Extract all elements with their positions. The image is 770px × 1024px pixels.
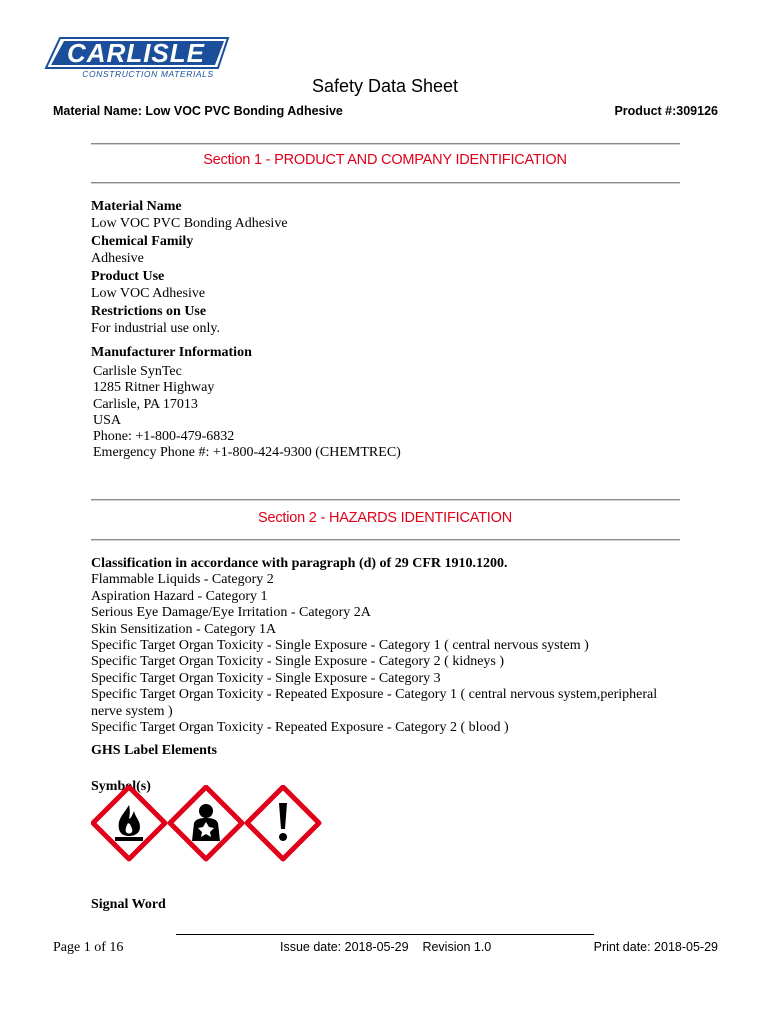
header-material-name: Material Name: Low VOC PVC Bonding Adhesive: [53, 104, 343, 118]
signal-word-heading: Signal Word: [91, 897, 166, 912]
manufacturer-label: Manufacturer Information: [91, 345, 252, 360]
classification-item: Specific Target Organ Toxicity - Single Exposure - Category 1 ( central nervous system ): [91, 638, 589, 654]
classification-item: Flammable Liquids - Category 2: [91, 572, 274, 588]
flame-pictogram-icon: [93, 787, 165, 859]
logo-tagline: CONSTRUCTION MATERIALS: [82, 69, 214, 79]
classification-item: Specific Target Organ Toxicity - Repeated Exposure - Category 1 ( central nervous system,peripheral nerve system ): [91, 687, 658, 719]
ghs-label-elements-heading: GHS Label Elements: [91, 743, 218, 758]
classification-item: Specific Target Organ Toxicity - Single Exposure - Category 3: [91, 670, 441, 686]
classification-item: Specific Target Organ Toxicity - Single Exposure - Category 2 ( kidneys ): [91, 654, 505, 670]
field-value: Low VOC Adhesive: [91, 286, 206, 301]
field-label: Material Name: [91, 199, 182, 214]
classification-item: Skin Sensitization - Category 1A: [91, 621, 277, 637]
field-value: For industrial use only.: [91, 321, 220, 336]
address-line: Carlisle, PA 17013: [93, 396, 198, 412]
hazard-classification: [91, 556, 681, 736]
address-line: 1285 Ritner Highway: [93, 380, 215, 396]
health-hazard-pictogram-icon: [170, 787, 242, 859]
ghs-pictograms: [91, 785, 331, 870]
footer-divider: [176, 934, 594, 935]
emergency-phone-line: Emergency Phone #: +1-800-424-9300 (CHEMTREC): [93, 445, 401, 461]
field-value: Adhesive: [91, 251, 144, 266]
logo-wordmark: CARLISLE: [67, 38, 205, 68]
field-label: Restrictions on Use: [91, 304, 207, 319]
field-product-use: [91, 268, 205, 302]
classification-label: Classification in accordance with paragraph (d) of 29 CFR 1910.1200.: [91, 556, 508, 571]
section-divider: [91, 182, 680, 184]
section-divider: [91, 143, 680, 145]
exclamation-pictogram-icon: [247, 787, 319, 859]
manufacturer-address: [93, 364, 401, 462]
classification-item: Aspiration Hazard - Category 1: [91, 588, 268, 604]
field-label: Chemical Family: [91, 234, 194, 249]
field-value: Low VOC PVC Bonding Adhesive: [91, 216, 288, 231]
address-line: Carlisle SynTec: [93, 364, 182, 379]
print-date: Print date: 2018-05-29: [593, 940, 718, 954]
field-label: Product Use: [91, 269, 165, 284]
classification-item: Serious Eye Damage/Eye Irritation - Category 2A: [91, 605, 371, 621]
section-1-title: Section 1 - PRODUCT AND COMPANY IDENTIFICATION: [203, 152, 567, 168]
field-restrictions-on-use: [91, 303, 220, 337]
header-product-number: Product #:309126: [614, 104, 718, 118]
section-divider: [91, 539, 680, 541]
address-line: USA: [93, 412, 122, 428]
document-title: Safety Data Sheet: [311, 76, 459, 96]
section-2-title: Section 2 - HAZARDS IDENTIFICATION: [258, 510, 512, 526]
field-material-name: [91, 198, 288, 232]
field-chemical-family: [91, 233, 193, 267]
phone-line: Phone: +1-800-479-6832: [93, 429, 235, 445]
issue-date: Issue date: 2018-05-29 Revision 1.0: [280, 940, 492, 954]
page-number: Page 1 of 16: [53, 940, 124, 955]
carlisle-logo: [42, 34, 230, 80]
carlisle-logo-graphic: [42, 34, 230, 80]
section-divider: [91, 499, 680, 501]
symbols-heading: Symbol(s): [91, 779, 151, 794]
classification-item: Specific Target Organ Toxicity - Repeated Exposure - Category 2 ( blood ): [91, 720, 509, 736]
